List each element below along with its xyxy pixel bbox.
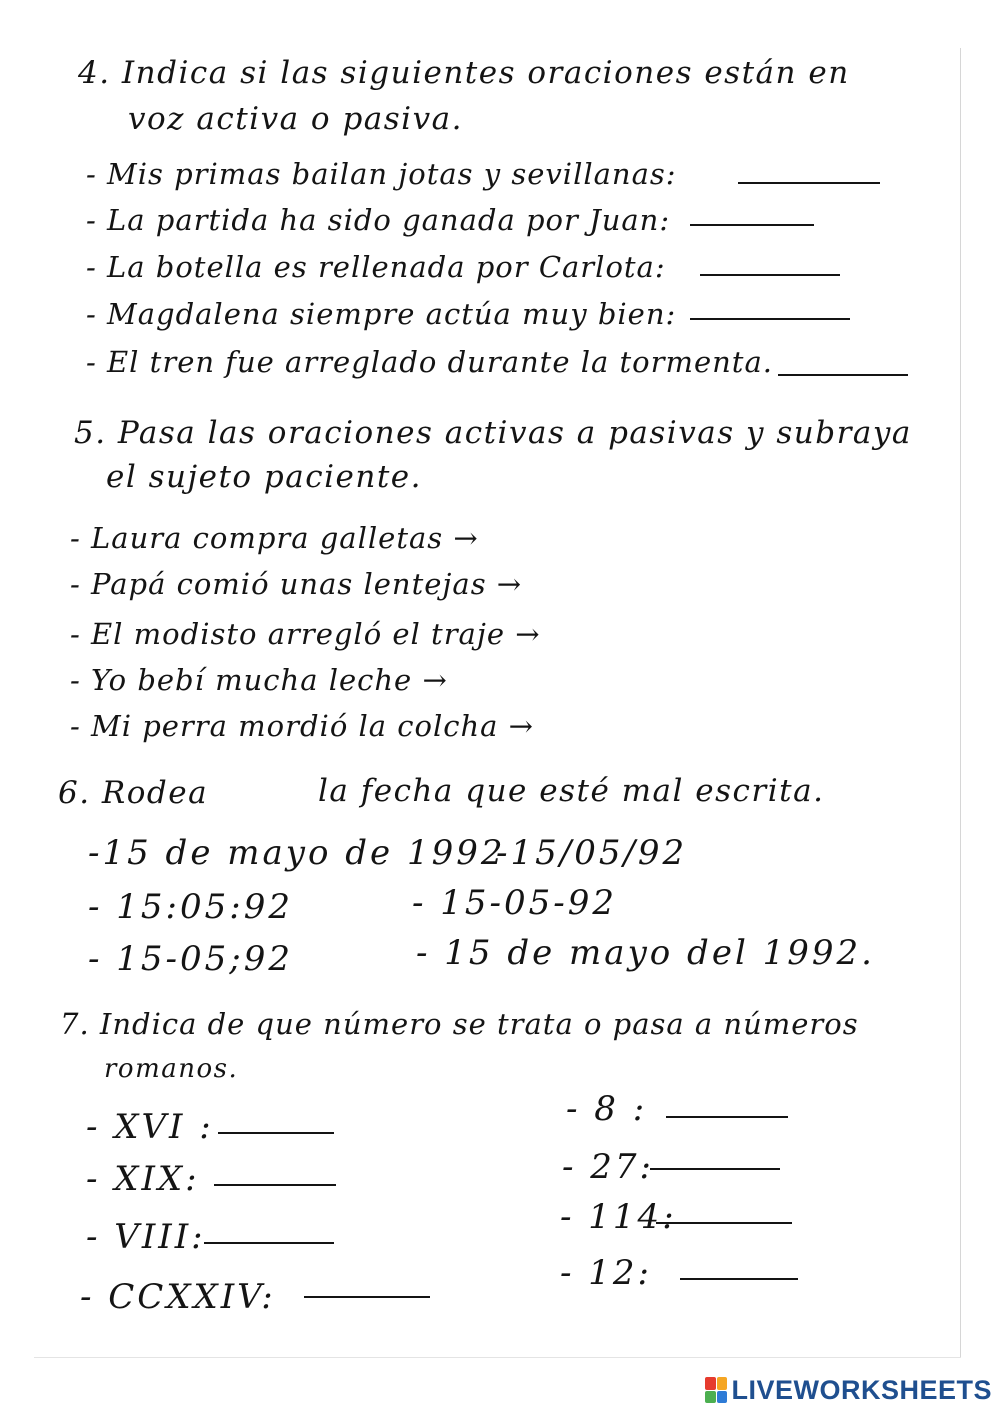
number-item: - 114: bbox=[560, 1197, 677, 1237]
answer-blank[interactable] bbox=[214, 1184, 336, 1186]
section-4-item bbox=[86, 157, 677, 191]
section-4-title-cont: voz activa o pasiva. bbox=[128, 101, 463, 137]
logo-square bbox=[705, 1377, 716, 1390]
date-option[interactable]: -15/05/92 bbox=[496, 833, 688, 873]
roman-item: - VIII: bbox=[86, 1217, 206, 1257]
section-5-item: - Papá comió unas lentejas → bbox=[70, 567, 523, 601]
logo-mark-icon bbox=[705, 1377, 727, 1403]
section-4-item bbox=[86, 297, 677, 331]
answer-blank[interactable] bbox=[650, 1168, 780, 1170]
section-4-title: 4. Indica si las siguientes oraciones están en bbox=[78, 55, 850, 91]
answer-blank[interactable] bbox=[218, 1132, 334, 1134]
logo-square bbox=[705, 1391, 716, 1404]
number-item: - 12: bbox=[560, 1253, 653, 1293]
logo-text: LIVEWORKSHEETS bbox=[731, 1374, 992, 1405]
section-7-title-cont: romanos. bbox=[104, 1054, 239, 1084]
number-item: - 8 : bbox=[566, 1089, 648, 1129]
liveworksheets-logo[interactable] bbox=[705, 1373, 992, 1407]
section-5-title-cont: el sujeto paciente. bbox=[106, 459, 422, 495]
section-4-item bbox=[86, 250, 666, 284]
section-5-item: - Laura compra galletas → bbox=[70, 521, 479, 555]
date-option[interactable]: - 15 de mayo del 1992. bbox=[416, 933, 875, 973]
date-option[interactable]: - 15:05:92 bbox=[88, 887, 293, 927]
answer-blank[interactable] bbox=[666, 1116, 788, 1118]
number-item: - 27: bbox=[562, 1147, 655, 1187]
item-text: - Magdalena siempre actúa muy bien: bbox=[86, 297, 677, 331]
answer-blank[interactable] bbox=[738, 182, 880, 184]
roman-item: - XVI : bbox=[86, 1107, 214, 1147]
answer-blank[interactable] bbox=[778, 374, 908, 376]
date-option[interactable]: - 15-05-92 bbox=[412, 883, 618, 923]
logo-square bbox=[717, 1377, 728, 1390]
answer-blank[interactable] bbox=[656, 1222, 792, 1224]
section-4-item bbox=[86, 345, 773, 379]
item-text: - El tren fue arreglado durante la tormenta. bbox=[86, 345, 773, 379]
date-option[interactable]: - 15-05;92 bbox=[88, 939, 294, 979]
roman-item: - CCXXIV: bbox=[80, 1277, 276, 1317]
section-4-item bbox=[86, 203, 671, 237]
section-5-item: - El modisto arregló el traje → bbox=[70, 617, 541, 651]
section-6-title-a: 6. Rodea bbox=[58, 775, 209, 811]
section-5-item: - Yo bebí mucha leche → bbox=[70, 663, 448, 697]
answer-blank[interactable] bbox=[700, 274, 840, 276]
item-text: - La botella es rellenada por Carlota: bbox=[86, 250, 666, 284]
page-border-right bbox=[960, 48, 961, 1358]
item-text: - La partida ha sido ganada por Juan: bbox=[86, 203, 671, 237]
answer-blank[interactable] bbox=[690, 224, 814, 226]
answer-blank[interactable] bbox=[680, 1278, 798, 1280]
page-border-bottom bbox=[34, 1357, 961, 1358]
item-text: - Mis primas bailan jotas y sevillanas: bbox=[86, 157, 677, 191]
section-5-item: - Mi perra mordió la colcha → bbox=[70, 709, 534, 743]
roman-item: - XIX: bbox=[86, 1159, 200, 1199]
section-7-title: 7. Indica de que número se trata o pasa a números bbox=[60, 1007, 859, 1041]
logo-square bbox=[717, 1391, 728, 1404]
answer-blank[interactable] bbox=[304, 1296, 430, 1298]
answer-blank[interactable] bbox=[690, 318, 850, 320]
section-6-title-b: la fecha que esté mal escrita. bbox=[318, 773, 825, 809]
section-5-title: 5. Pasa las oraciones activas a pasivas y subraya bbox=[74, 415, 912, 451]
answer-blank[interactable] bbox=[204, 1242, 334, 1244]
date-option[interactable]: -15 de mayo de 1992 bbox=[88, 833, 506, 873]
